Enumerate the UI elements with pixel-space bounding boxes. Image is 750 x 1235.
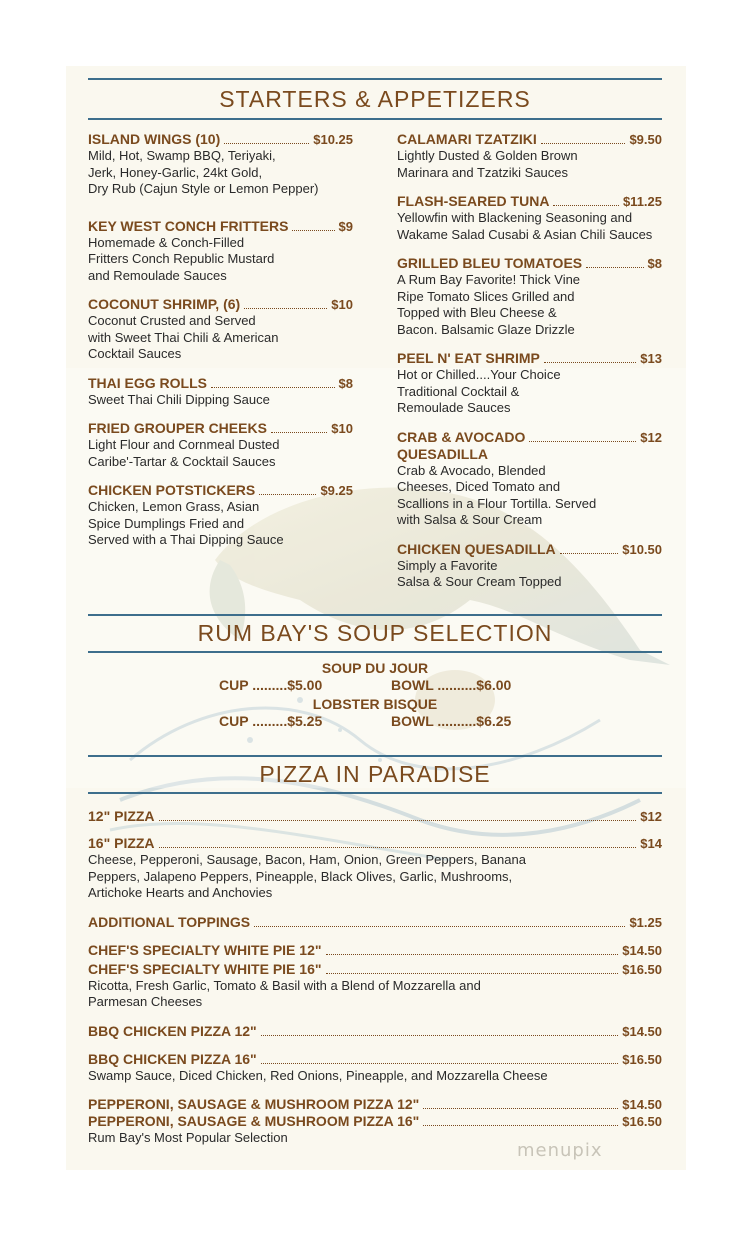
- menu-item: [397, 350, 662, 417]
- item-description: Homemade & Conch-Filled Fritters Conch Republic Mustard and Remoulade Sauces: [88, 234, 275, 283]
- menu-item: [88, 1023, 662, 1040]
- item-price: $13: [640, 351, 662, 366]
- menu-item: [88, 131, 353, 198]
- item-price: $10.50: [622, 541, 662, 557]
- item-description: Cheese, Pepperoni, Sausage, Bacon, Ham, Onion, Green Peppers, Banana Peppers, Jalapeno Peppers, Pineapple, Black Olives, Garlic, Mushrooms, Artichoke Hearts and Anchovies: [88, 852, 526, 900]
- section-rule: [88, 755, 662, 757]
- menu-item: [88, 1051, 662, 1085]
- item-name-continued: QUESADILLA: [397, 445, 488, 462]
- item-description: Lightly Dusted & Golden Brown Marinara and Tzatziki Sauces: [397, 148, 578, 180]
- item-description: Light Flour and Cornmeal Dusted Caribe'-Tartar & Cocktail Sauces: [88, 437, 280, 469]
- menu-item: [88, 420, 353, 470]
- item-price: $1.25: [629, 914, 662, 930]
- item-price: $9.25: [320, 483, 353, 498]
- pizza-heading: PIZZA IN PARADISE: [259, 761, 491, 787]
- menu-item: [88, 296, 353, 363]
- item-name: PEPPERONI, SAUSAGE & MUSHROOM PIZZA 12": [88, 1096, 420, 1112]
- item-description: Chicken, Lemon Grass, Asian Spice Dumplings Fried and Served with a Thai Dipping Sauce: [88, 499, 284, 547]
- item-description: A Rum Bay Favorite! Thick Vine Ripe Tomato Slices Grilled and Topped with Bleu Cheese & Bacon. Balsamic Glaze Drizzle: [397, 272, 581, 337]
- item-price: $8: [647, 256, 662, 271]
- item-name: GRILLED BLEU TOMATOES: [397, 255, 583, 271]
- starters-heading: STARTERS & APPETIZERS: [219, 86, 531, 112]
- soup-block: [88, 659, 662, 731]
- item-name: FLASH-SEARED TUNA: [397, 193, 550, 209]
- soup-du-jour-bowl: BOWL ..........$6.00: [391, 677, 512, 693]
- item-name: BBQ CHICKEN PIZZA 12": [88, 1022, 257, 1039]
- lobster-bisque-label: LOBSTER BISQUE: [312, 696, 438, 712]
- section-rule: [88, 792, 662, 794]
- item-price: $14.50: [622, 1097, 662, 1112]
- item-price: $16.50: [622, 1051, 662, 1067]
- menu-item: [88, 808, 662, 825]
- item-price: $10.25: [313, 132, 353, 147]
- item-name: PEPPERONI, SAUSAGE & MUSHROOM PIZZA 16": [88, 1113, 420, 1129]
- item-description: Coconut Crusted and Served with Sweet Thai Chili & American Cocktail Sauces: [88, 313, 279, 361]
- item-price: $10: [331, 421, 353, 436]
- item-price: $11.25: [622, 194, 662, 209]
- item-name: CHICKEN QUESADILLA: [397, 540, 556, 557]
- item-price: $9: [338, 218, 353, 234]
- item-name: ADDITIONAL TOPPINGS: [88, 913, 251, 930]
- item-description: Ricotta, Fresh Garlic, Tomato & Basil with a Blend of Mozzarella and Parmesan Cheeses: [88, 977, 481, 1009]
- item-name: 16" PIZZA: [88, 835, 155, 851]
- menu-item: [88, 375, 353, 409]
- section-rule: [88, 118, 662, 120]
- item-description: Hot or Chilled....Your Choice Traditional Cocktail & Remoulade Sauces: [397, 367, 561, 415]
- pizza-list: [88, 808, 662, 1159]
- item-description: Crab & Avocado, Blended Cheeses, Diced Tomato and Scallions in a Flour Tortilla. Served with Salsa & Sour Cream: [397, 462, 597, 527]
- item-name: 12" PIZZA: [88, 808, 155, 824]
- item-name: ISLAND WINGS (10): [88, 131, 221, 147]
- item-name: CHICKEN POTSTICKERS: [88, 482, 256, 498]
- item-price: $16.50: [622, 1114, 662, 1129]
- item-price: $14: [640, 836, 662, 851]
- item-name: CHEF'S SPECIALTY WHITE PIE 12": [88, 941, 322, 958]
- section-rule: [88, 614, 662, 616]
- menu-item: [88, 835, 662, 902]
- starters-left-column: [88, 131, 353, 561]
- item-price: $14.50: [622, 1023, 662, 1039]
- menu-item: [397, 541, 662, 591]
- item-price: $10: [331, 297, 353, 312]
- item-description: Swamp Sauce, Diced Chicken, Red Onions, Pineapple, and Mozzarella Cheese: [88, 1067, 548, 1083]
- menu-item: [397, 429, 662, 529]
- menu-item: [397, 193, 662, 243]
- item-price: $14.50: [622, 942, 662, 958]
- item-price: $12: [640, 429, 662, 445]
- menu-item: [88, 914, 662, 931]
- item-description: Mild, Hot, Swamp BBQ, Teriyaki, Jerk, Honey-Garlic, 24kt Gold, Dry Rub (Cajun Style or Lemon Pepper): [88, 148, 319, 196]
- starters-right-column: [397, 131, 662, 603]
- item-name: CHEF'S SPECIALTY WHITE PIE 16": [88, 960, 322, 977]
- soup-du-jour-cup: CUP .........$5.00: [219, 677, 323, 693]
- menupix-watermark: menupix: [517, 1140, 603, 1161]
- item-name: FRIED GROUPER CHEEKS: [88, 420, 267, 436]
- menu-item: [397, 131, 662, 181]
- item-name: BBQ CHICKEN PIZZA 16": [88, 1050, 257, 1067]
- item-price: $9.50: [629, 132, 662, 147]
- item-name: COCONUT SHRIMP, (6): [88, 296, 241, 312]
- section-rule: [88, 78, 662, 80]
- item-name: CRAB & AVOCADO: [397, 428, 526, 445]
- item-price: $12: [640, 809, 662, 824]
- item-description: Rum Bay's Most Popular Selection: [88, 1130, 288, 1145]
- soup-du-jour-label: SOUP DU JOUR: [321, 660, 429, 676]
- menu-item: [88, 942, 662, 959]
- item-name: CALAMARI TZATZIKI: [397, 131, 537, 147]
- item-price: $16.50: [622, 961, 662, 977]
- lobster-bisque-cup: CUP .........$5.25: [219, 713, 323, 729]
- lobster-bisque-bowl: BOWL ..........$6.25: [391, 713, 512, 729]
- item-description: Sweet Thai Chili Dipping Sauce: [88, 391, 270, 407]
- item-price: $8: [338, 375, 353, 391]
- item-name: THAI EGG ROLLS: [88, 374, 207, 391]
- menu-item: [88, 961, 662, 1011]
- section-rule: [88, 651, 662, 653]
- soup-heading: RUM BAY'S SOUP SELECTION: [197, 620, 553, 646]
- item-description: Simply a Favorite Salsa & Sour Cream Topped: [397, 557, 562, 589]
- item-description: Yellowfin with Blackening Seasoning and Wakame Salad Cusabi & Asian Chili Sauces: [397, 210, 653, 242]
- menu-item: [88, 482, 353, 549]
- menu-item: [88, 218, 353, 285]
- menu-item: [397, 255, 662, 338]
- item-name: KEY WEST CONCH FRITTERS: [88, 217, 289, 234]
- menu-item: [88, 1096, 662, 1113]
- item-name: PEEL N' EAT SHRIMP: [397, 350, 540, 366]
